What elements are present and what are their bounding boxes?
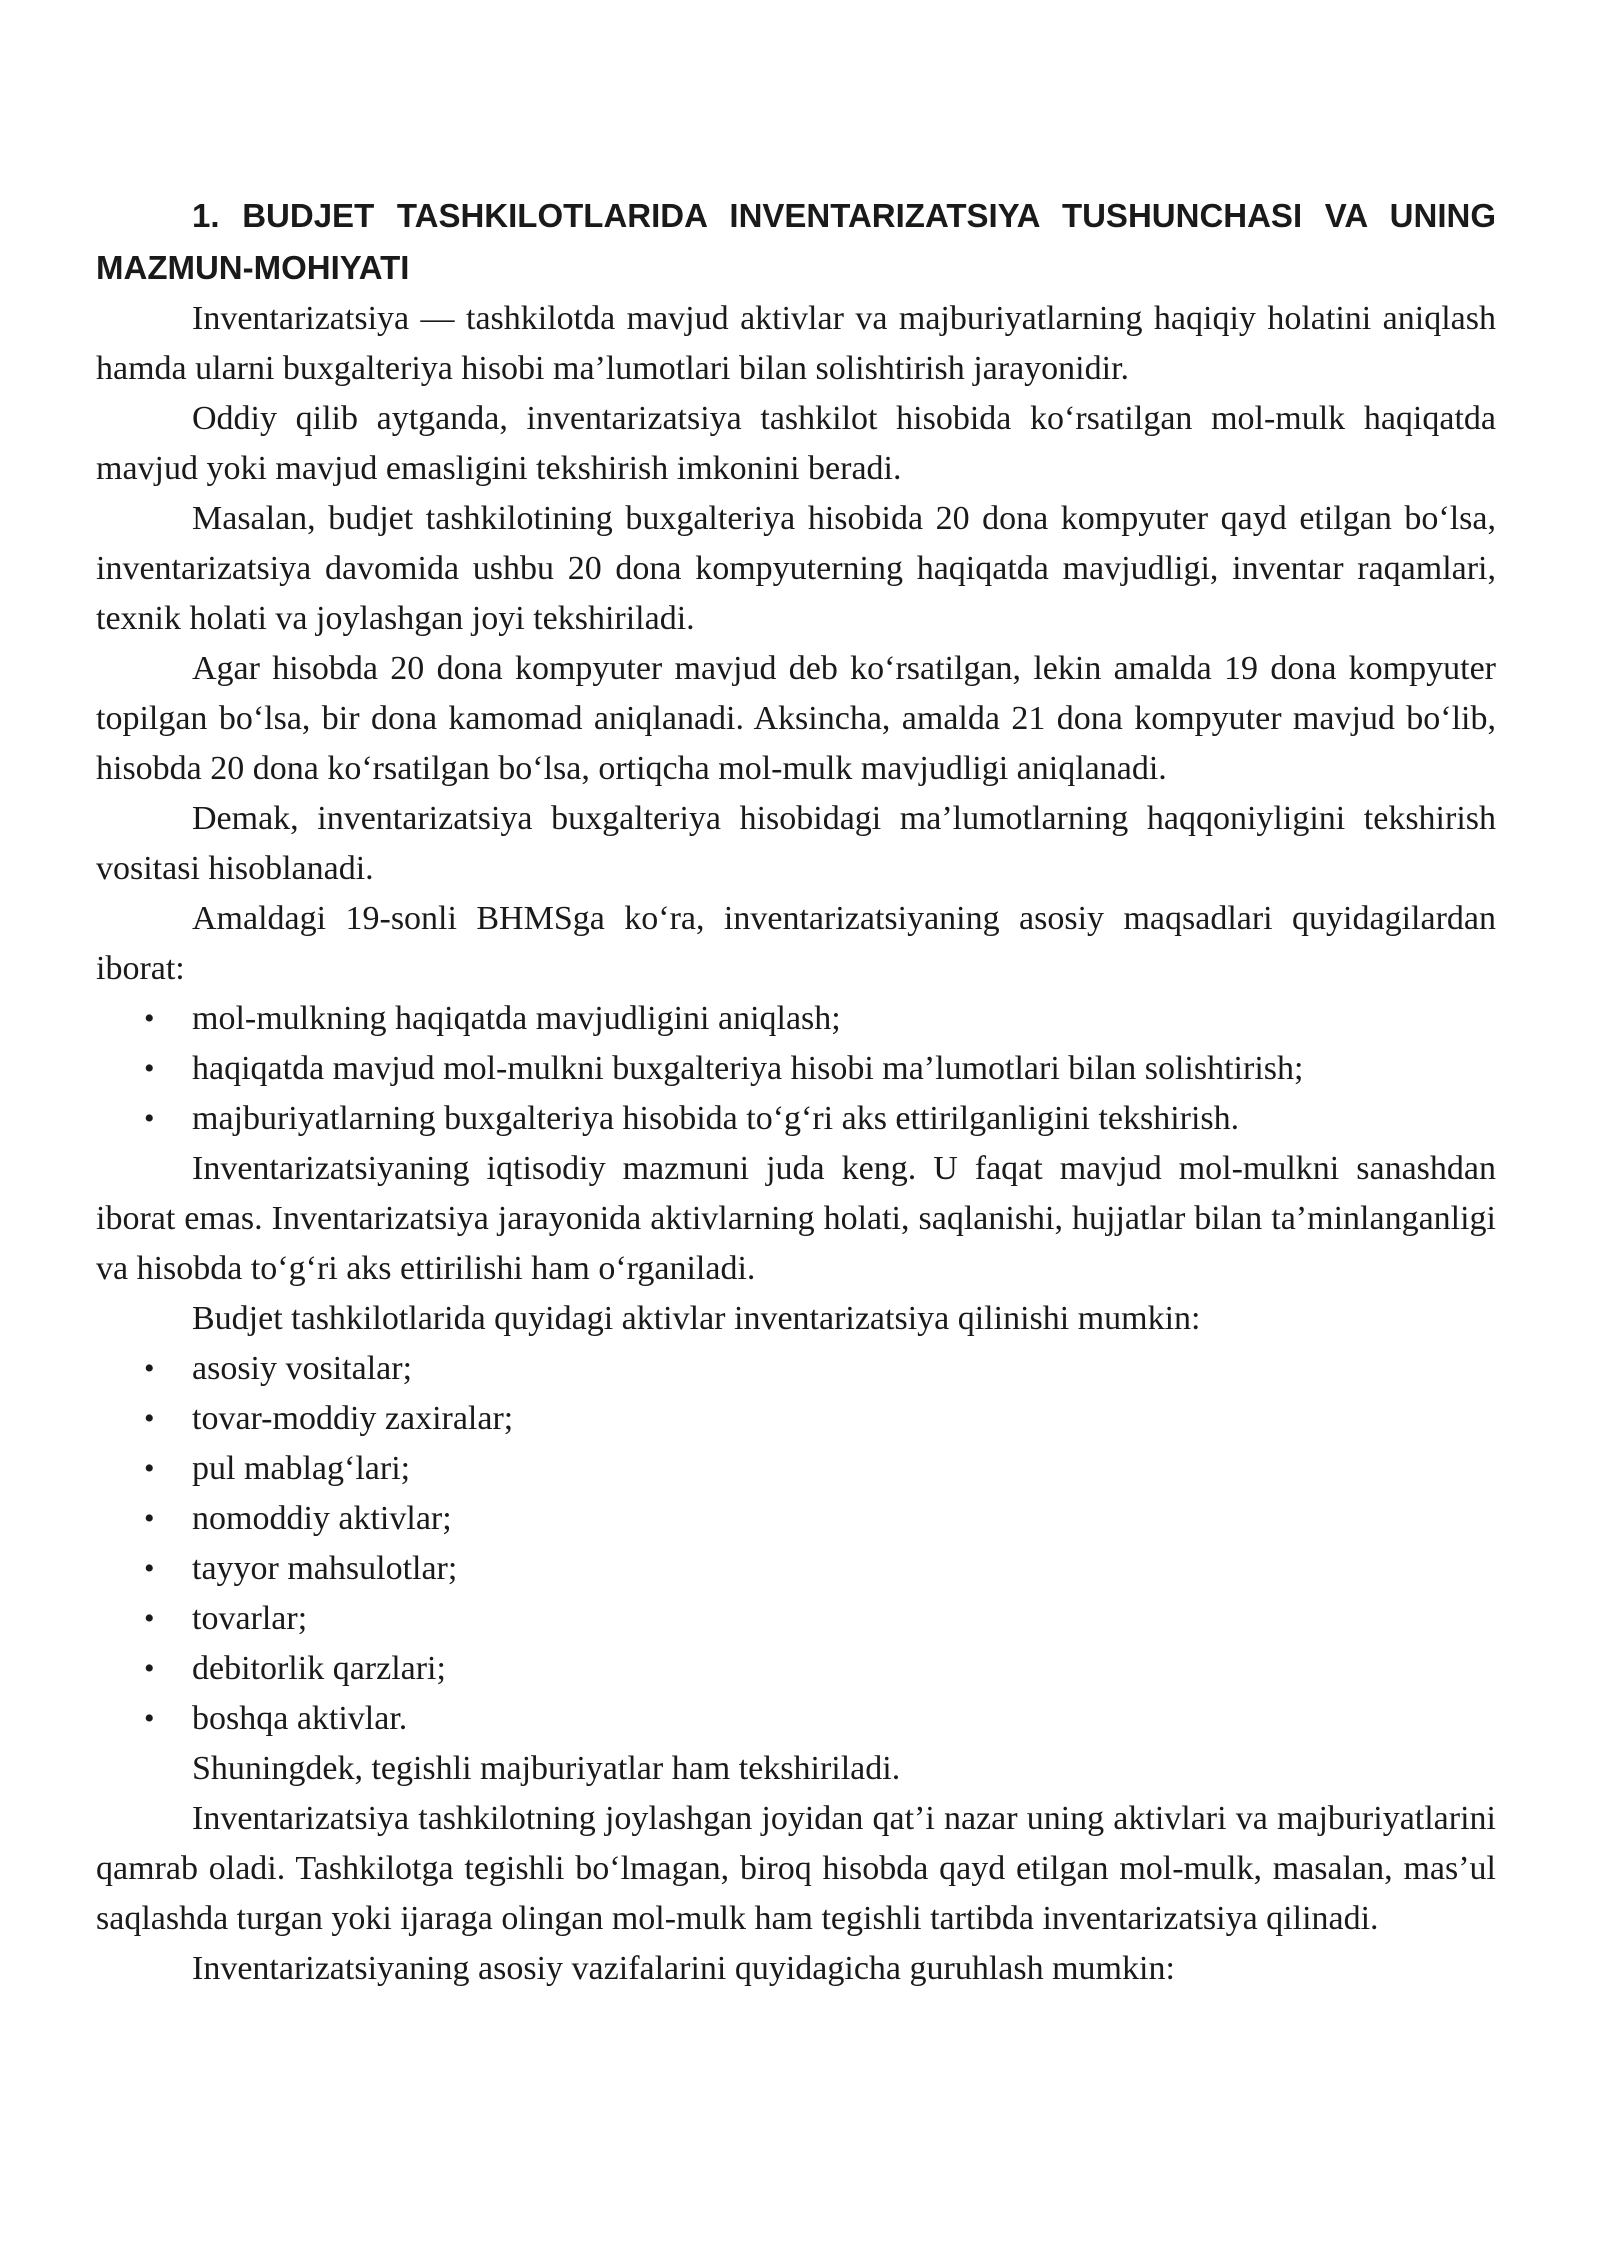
list-item (96, 1444, 1496, 1494)
bullet-icon: • (144, 1002, 155, 1035)
paragraph: Amaldagi 19-sonli BHMSga koʻra, inventarizatsiyaning asosiy maqsadlari quyidagilardan iborat: (96, 900, 1496, 987)
list-item (96, 1044, 1496, 1094)
list-item (96, 1344, 1496, 1394)
assets-list (96, 1344, 1496, 1744)
list-item (96, 1644, 1496, 1694)
list-item-text: majburiyatlarning buxgalteriya hisobida toʻgʻri aks ettirilganligini tekshirish. (192, 1100, 1240, 1137)
list-item-text: debitorlik qarzlari; (192, 1650, 446, 1687)
paragraph: Inventarizatsiya tashkilotning joylashgan joyidan qat’i nazar uning aktivlari va majburiyatlarini qamrab oladi. Tashkilotga tegishli boʻlmagan, biroq hisobda qayd etilgan mol-mulk, masalan, mas’ul saqlashda turgan yoki ijaraga olingan mol-mulk ham tegishli tartibda inventarizatsiya qilinadi. (96, 1800, 1496, 1937)
paragraph: Inventarizatsiyaning asosiy vazifalarini quyidagicha guruhlash mumkin: (192, 1950, 1175, 1987)
list-item (96, 994, 1496, 1044)
bullet-icon: • (144, 1702, 155, 1735)
bullet-icon: • (144, 1452, 155, 1485)
paragraph: Demak, inventarizatsiya buxgalteriya hisobidagi ma’lumotlarning haqqoniyligini tekshirish vositasi hisoblanadi. (96, 800, 1496, 887)
bullet-icon: • (144, 1102, 155, 1135)
list-item (96, 1094, 1496, 1144)
bullet-icon: • (144, 1602, 155, 1635)
bullet-icon: • (144, 1052, 155, 1085)
list-item (96, 1694, 1496, 1744)
list-item-text: boshqa aktivlar. (192, 1700, 408, 1737)
list-item-text: mol-mulkning haqiqatda mavjudligini aniqlash; (192, 1000, 841, 1037)
paragraph: Masalan, budjet tashkilotining buxgalteriya hisobida 20 dona kompyuter qayd etilgan boʻlsa, inventarizatsiya davomida ushbu 20 dona kompyuterning haqiqatda mavjudligi, inventar raqamlari, texnik holati va joylashgan joyi tekshiriladi. (96, 500, 1496, 637)
bullet-icon: • (144, 1652, 155, 1685)
bullet-icon: • (144, 1552, 155, 1585)
bullet-icon: • (144, 1352, 155, 1385)
document-page (96, 190, 1496, 1994)
paragraph: Agar hisobda 20 dona kompyuter mavjud deb koʻrsatilgan, lekin amalda 19 dona kompyuter topilgan boʻlsa, bir dona kamomad aniqlanadi. Aksincha, amalda 21 dona kompyuter mavjud boʻlib, hisobda 20 dona koʻrsatilgan boʻlsa, ortiqcha mol-mulk mavjudligi aniqlanadi. (96, 650, 1496, 787)
list-item-text: asosiy vositalar; (192, 1350, 413, 1387)
list-item-text: haqiqatda mavjud mol-mulkni buxgalteriya hisobi ma’lumotlari bilan solishtirish; (192, 1050, 1304, 1087)
list-item (96, 1494, 1496, 1544)
paragraph: Oddiy qilib aytganda, inventarizatsiya tashkilot hisobida koʻrsatilgan mol-mulk haqiqatda mavjud yoki mavjud emasligini tekshirish imkonini beradi. (96, 400, 1496, 487)
list-item-text: tayyor mahsulotlar; (192, 1550, 458, 1587)
list-item (96, 1544, 1496, 1594)
list-item-text: tovarlar; (192, 1600, 308, 1637)
list-item-text: tovar-moddiy zaxiralar; (192, 1400, 514, 1437)
list-item-text: nomoddiy aktivlar; (192, 1500, 452, 1537)
paragraph: Inventarizatsiya — tashkilotda mavjud aktivlar va majburiyatlarning haqiqiy holatini aniqlash hamda ularni buxgalteriya hisobi ma’lumotlari bilan solishtirish jarayonidir. (96, 300, 1496, 387)
goals-list (96, 994, 1496, 1144)
paragraph: Shuningdek, tegishli majburiyatlar ham tekshiriladi. (192, 1750, 901, 1787)
paragraph: Inventarizatsiyaning iqtisodiy mazmuni juda keng. U faqat mavjud mol-mulkni sanashdan iborat emas. Inventarizatsiya jarayonida aktivlarning holati, saqlanishi, hujjatlar bilan ta’minlanganligi va hisobda toʻgʻri aks ettirilishi ham oʻrganiladi. (96, 1150, 1496, 1287)
list-item-text: pul mablagʻlari; (192, 1450, 411, 1487)
paragraph: Budjet tashkilotlarida quyidagi aktivlar inventarizatsiya qilinishi mumkin: (192, 1300, 1201, 1337)
list-item (96, 1594, 1496, 1644)
bullet-icon: • (144, 1402, 155, 1435)
bullet-icon: • (144, 1502, 155, 1535)
list-item (96, 1394, 1496, 1444)
section-heading: 1. BUDJET TASHKILOTLARIDA INVENTARIZATSIYA TUSHUNCHASI VA UNING MAZMUN-MOHIYATI (96, 197, 1496, 286)
